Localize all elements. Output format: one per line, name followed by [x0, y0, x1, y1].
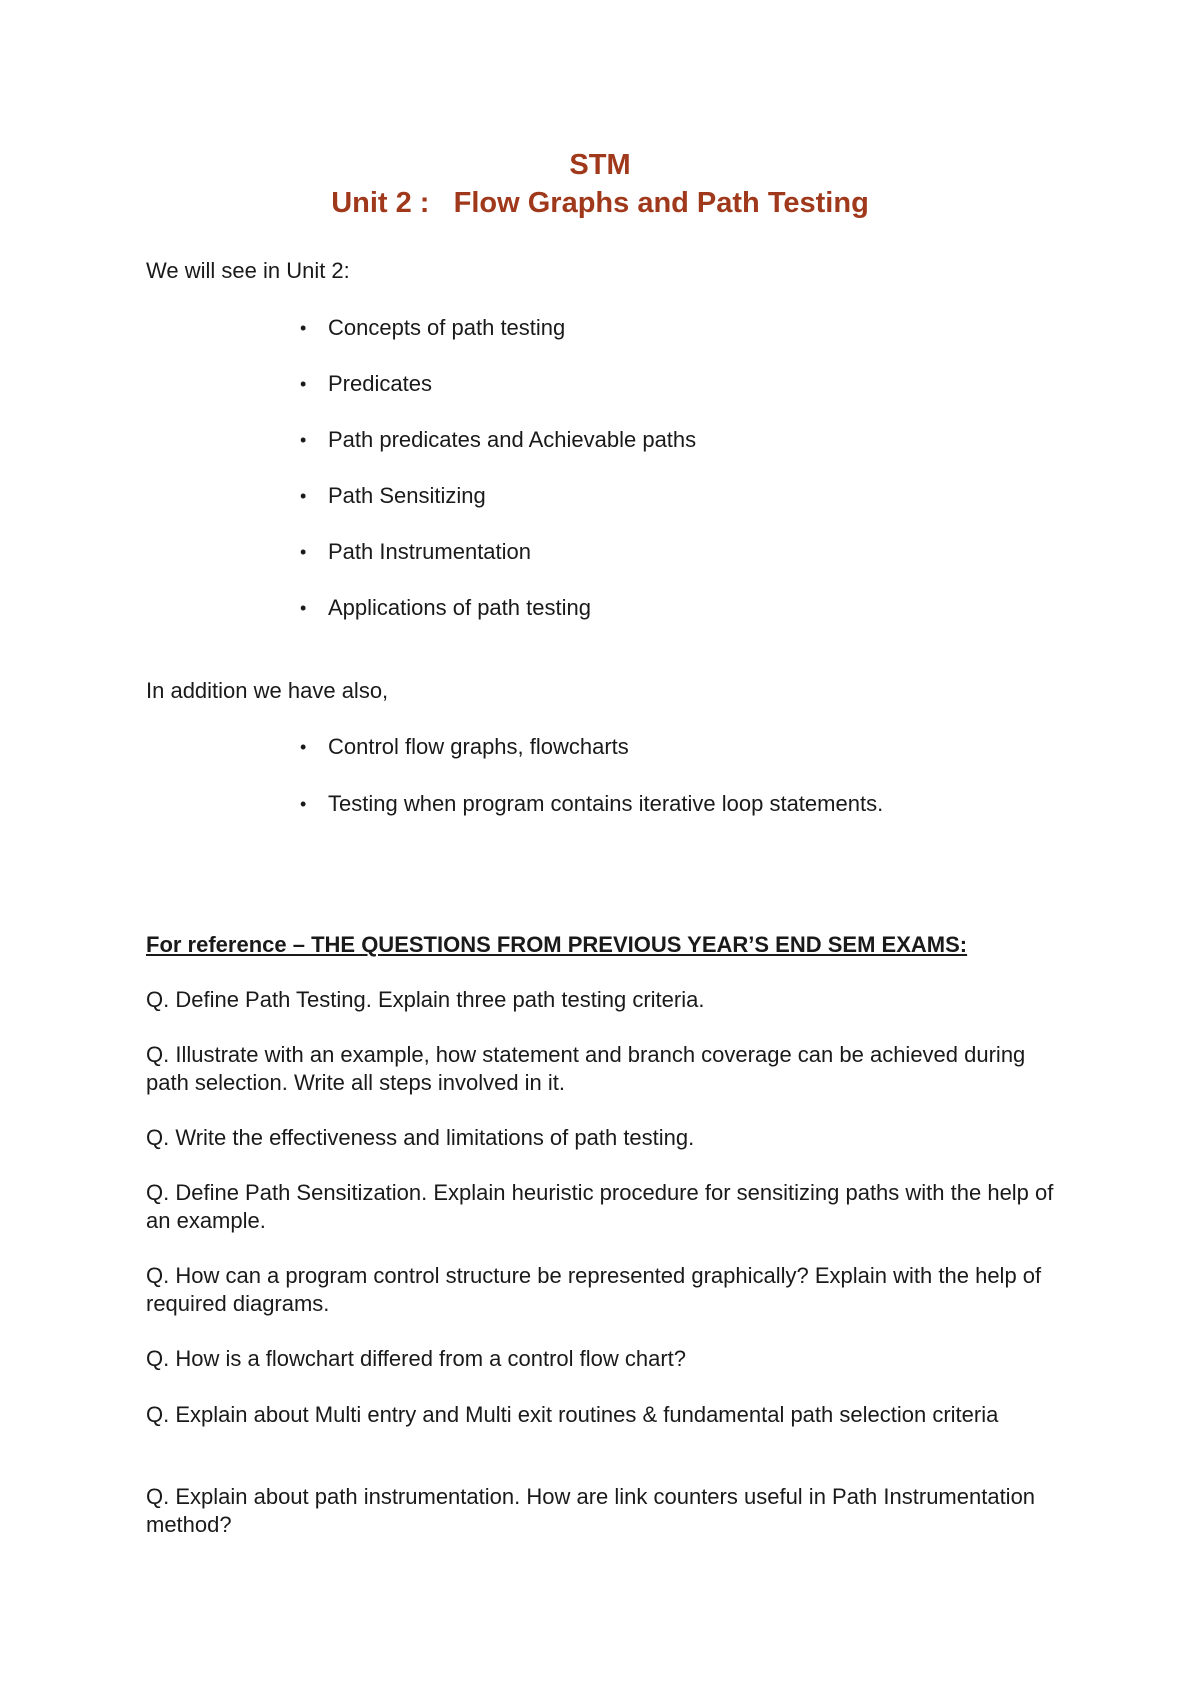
reference-heading: For reference – THE QUESTIONS FROM PREVIOUS YEAR’S END SEM EXAMS:: [146, 932, 968, 957]
bullet-icon: •: [300, 318, 307, 338]
question-item: Q. How is a flowchart differed from a control flow chart?: [146, 1346, 687, 1371]
question-item: Q. Illustrate with an example, how statement and branch coverage can be achieved during path selection. Write all steps involved in it.: [146, 1042, 1026, 1095]
bullet-icon: •: [300, 794, 307, 814]
topic-label: Path Sensitizing: [328, 483, 486, 508]
question-item: Q. Explain about Multi entry and Multi exit routines & fundamental path selection criteria: [146, 1402, 999, 1427]
bullet-icon: •: [300, 430, 307, 450]
bullet-icon: •: [300, 542, 307, 562]
document-title: STM: [569, 149, 631, 181]
topic-item: [300, 426, 697, 454]
topic-label: Control flow graphs, flowcharts: [328, 734, 629, 759]
topic-item: [300, 482, 486, 510]
topic-label: Testing when program contains iterative loop statements.: [328, 791, 884, 816]
question-item: Q. Define Path Testing. Explain three path testing criteria.: [146, 987, 705, 1012]
question-item: Q. How can a program control structure be represented graphically? Explain with the help of required diagrams.: [146, 1263, 1042, 1316]
topic-label: Path Instrumentation: [328, 539, 532, 564]
topic-item: [300, 594, 591, 622]
question-item: Q. Write the effectiveness and limitations of path testing.: [146, 1125, 695, 1150]
additional-topic-item: [300, 790, 884, 818]
topic-label: Concepts of path testing: [328, 315, 566, 340]
addition-intro-text: In addition we have also,: [146, 678, 389, 703]
title-block: [0, 146, 1200, 222]
document-subtitle: Unit 2 : Flow Graphs and Path Testing: [331, 187, 869, 219]
topic-label: Predicates: [328, 371, 432, 396]
bullet-icon: •: [300, 598, 307, 618]
bullet-icon: •: [300, 374, 307, 394]
topic-item: [300, 538, 532, 566]
topic-item: [300, 314, 566, 342]
question-item: Q. Define Path Sensitization. Explain heuristic procedure for sensitizing paths with the help of an example.: [146, 1180, 1054, 1233]
additional-topic-item: [300, 733, 629, 761]
intro-text: We will see in Unit 2:: [146, 258, 350, 283]
bullet-icon: •: [300, 737, 307, 757]
topic-item: [300, 370, 432, 398]
topic-label: Applications of path testing: [328, 595, 591, 620]
bullet-icon: •: [300, 486, 307, 506]
question-item: Q. Explain about path instrumentation. How are link counters useful in Path Instrumentation method?: [146, 1484, 1036, 1537]
topic-label: Path predicates and Achievable paths: [328, 427, 697, 452]
